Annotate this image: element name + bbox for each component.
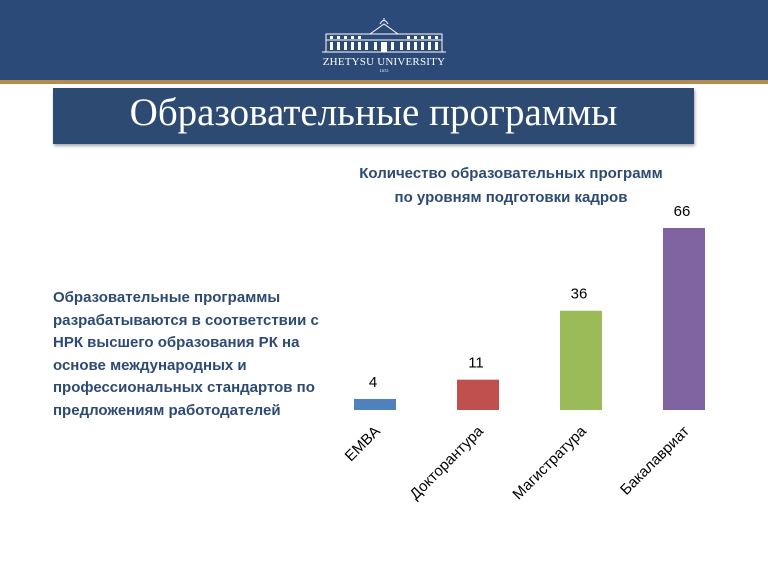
chart-title-line-1: Количество образовательных программ	[359, 165, 663, 182]
logo-year: 1972	[379, 68, 389, 73]
description-line: основе международных и	[53, 356, 247, 374]
data-label-4: 66	[673, 203, 691, 220]
category-label-4: Бакалавриат	[617, 422, 693, 499]
description-line: разрабатываются в соответствии с	[53, 311, 319, 329]
bar-4	[663, 228, 705, 410]
logo-text: ZHETYSU UNIVERSITY	[322, 56, 446, 68]
slide-title: Образовательные программы	[129, 91, 618, 134]
description-line: НРК высшего образования РК на	[53, 334, 300, 351]
category-label-3: Магистратура	[509, 422, 590, 504]
chart-title-line-2: по уровням подготовки кадров	[394, 189, 628, 206]
description-line: Образовательные программы	[53, 289, 281, 306]
data-label-2: 11	[468, 354, 484, 372]
bar-3	[560, 311, 602, 410]
category-label-1: EMBA	[341, 422, 384, 465]
bar-2	[457, 380, 499, 410]
description-line: предложениям работодателей	[53, 401, 281, 419]
bar-1	[354, 399, 396, 410]
description-line: профессиональных стандартов по	[53, 379, 315, 396]
data-label-1: 4	[368, 373, 378, 391]
data-label-3: 36	[570, 285, 588, 303]
category-label-2: Докторантура	[406, 422, 487, 504]
